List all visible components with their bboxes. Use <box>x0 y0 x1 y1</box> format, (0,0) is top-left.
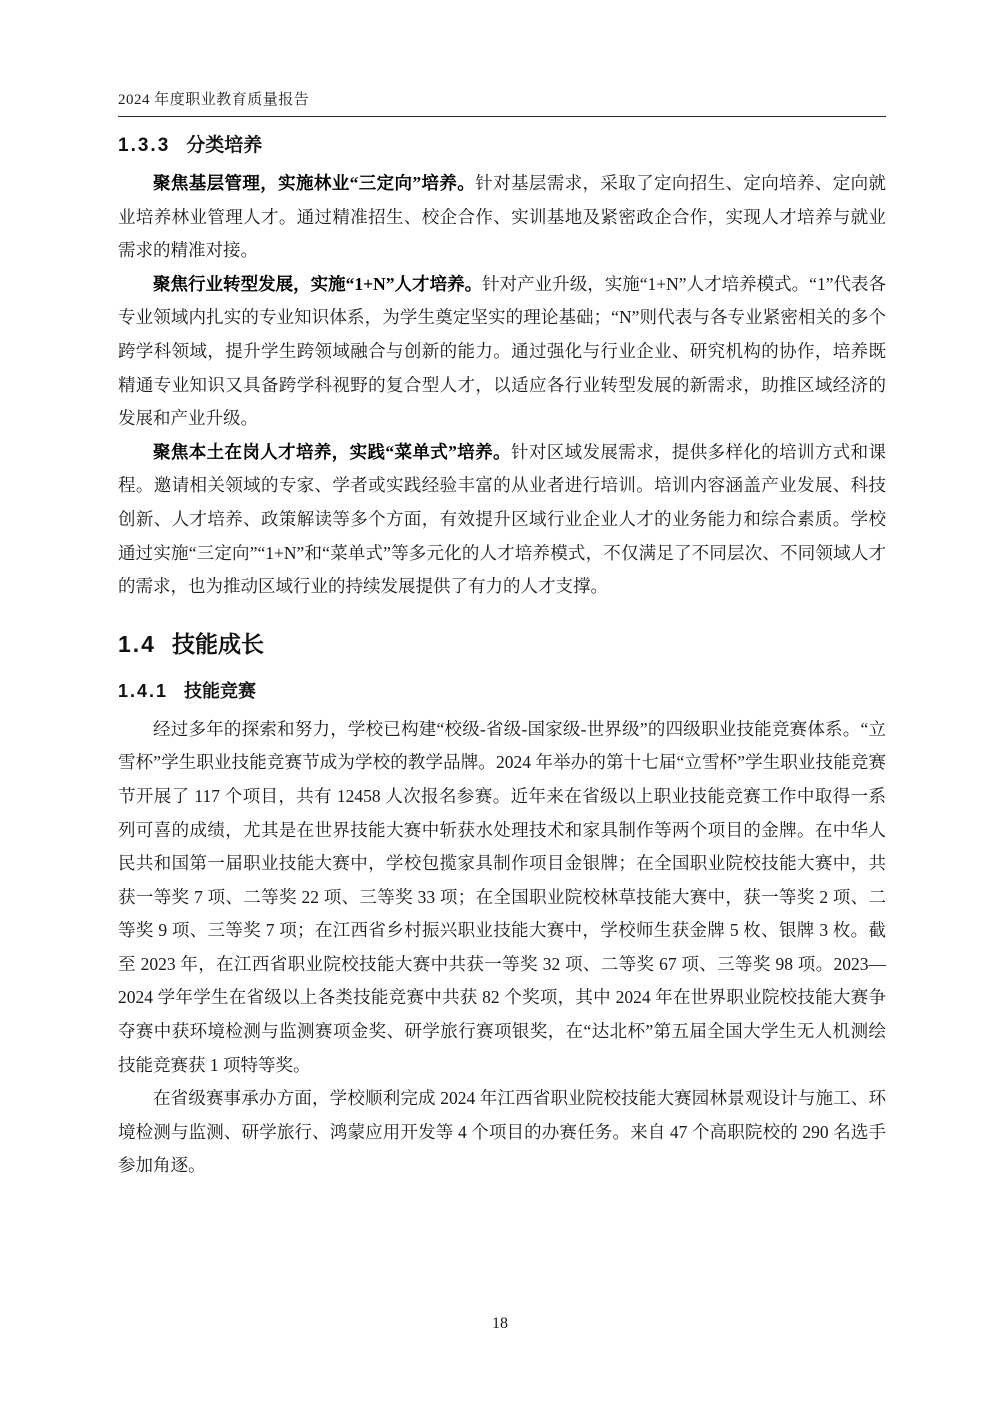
paragraph-competition-achievements: 经过多年的探索和努力，学校已构建“校级-省级-国家级-世界级”的四级职业技能竞赛体系。“立雪杯”学生职业技能竞赛节成为学校的教学品牌。2024 年举办的第十七届“立雪杯”学生职业技能竞赛节开展了 117 个项目，共有 12458 人次报名参赛。近年来在省级以上职业技能竞赛工作中取得一系列可喜的成绩，尤其是在世界技能大赛中斩获水处理技术和家具制作等两个项目的金牌。在中华人民共和国第一届职业技能大赛中，学校包揽家具制作项目金银牌；在全国职业院校技能大赛中，共获一等奖 7 项、二等奖 22 项、三等奖 33 项；在全国职业院校林草技能大赛中，获一等奖 2 项、二等奖 9 项、三等奖 7 项；在江西省乡村振兴职业技能大赛中，学校师生获金牌 5 枚、银牌 3 枚。截至 2023 年，在江西省职业院校技能大赛中共获一等奖 32 项、二等奖 67 项、三等奖 98 项。2023—2024 学年学生在省级以上各类技能竞赛中共获 82 个奖项，其中 2024 年在世界职业院校技能大赛争夺赛中获环境检测与监测赛项金奖、研学旅行赛项银奖，在“达北杯”第五届全国大学生无人机测绘技能竞赛获 1 项特等奖。 <box>118 718 886 1075</box>
paragraph-text: 针对产业升级，实施“1+N”人才培养模式。“1”代表各专业领域内扎实的专业知识体系，为学生奠定坚实的理论基础；“N”则代表与各专业紧密相关的多个跨学科领域，提升学生跨领域融合与创新的能力。通过强化与行业企业、研究机构的协作，培养既精通专业知识又具备跨学科视野的复合型人才，以适应各行业转型发展的新需求，助推区域经济的发展和产业升级。 <box>118 273 887 429</box>
section-title: 技能成长 <box>171 630 264 657</box>
section-heading-1-3-3 <box>118 130 886 157</box>
paragraph-text: 针对区域发展需求，提供多样化的培训方式和课程。邀请相关领域的专家、学者或实践经验丰富的从业者进行培训。培训内容涵盖产业发展、科技创新、人才培养、政策解读等多个方面，有效提升区域行业企业人才的业务能力和综合素质。学校通过实施“三定向”“1+N”和“菜单式”等多元化的人才培养模式，不仅满足了不同层次、不同领域人才的需求，也为推动区域行业的持续发展提供了有力的人才支撑。 <box>118 441 886 597</box>
header-divider <box>118 116 886 117</box>
section-number: 1.4 <box>118 630 156 657</box>
paragraph-text: 针对基层需求，采取了定向招生、定向培养、定向就业培养林业管理人才。通过精准招生、校企合作、实训基地及紧密政企合作，实现人才培养与就业需求的精准对接。 <box>118 173 887 261</box>
paragraph-lead: 聚焦基层管理，实施林业“三定向”培养。 <box>153 173 476 193</box>
page-content <box>118 88 886 1183</box>
section-title: 技能竞赛 <box>184 680 257 701</box>
paragraph-lead: 聚焦行业转型发展，实施“1+N”人才培养。 <box>153 273 483 294</box>
paragraph-caiDanShi <box>118 436 886 604</box>
section-title: 分类培养 <box>186 135 263 156</box>
paragraph-event-hosting: 在省级赛事承办方面，学校顺利完成 2024 年江西省职业院校技能大赛园林景观设计与施工、环境检测与监测、研学旅行、鸿蒙应用开发等 4 个项目的办赛任务。来自 47 个高职院校的 290 名选手参加角逐。 <box>118 1088 886 1176</box>
paragraph-1plusN <box>118 268 886 436</box>
section-number: 1.3.3 <box>118 135 171 156</box>
page-number: 18 <box>492 1315 508 1332</box>
section-number: 1.4.1 <box>118 680 169 701</box>
paragraph-lead: 聚焦本土在岗人才培养，实践“菜单式”培养。 <box>153 441 511 462</box>
paragraph-sanDingXiang <box>118 167 886 268</box>
section-1-4-1-body <box>118 713 886 1183</box>
section-heading-1-4-1 <box>118 677 886 703</box>
running-header: 2024 年度职业教育质量报告 <box>118 92 310 108</box>
section-heading-1-4 <box>118 626 886 659</box>
section-1-3-3-body <box>118 167 886 604</box>
